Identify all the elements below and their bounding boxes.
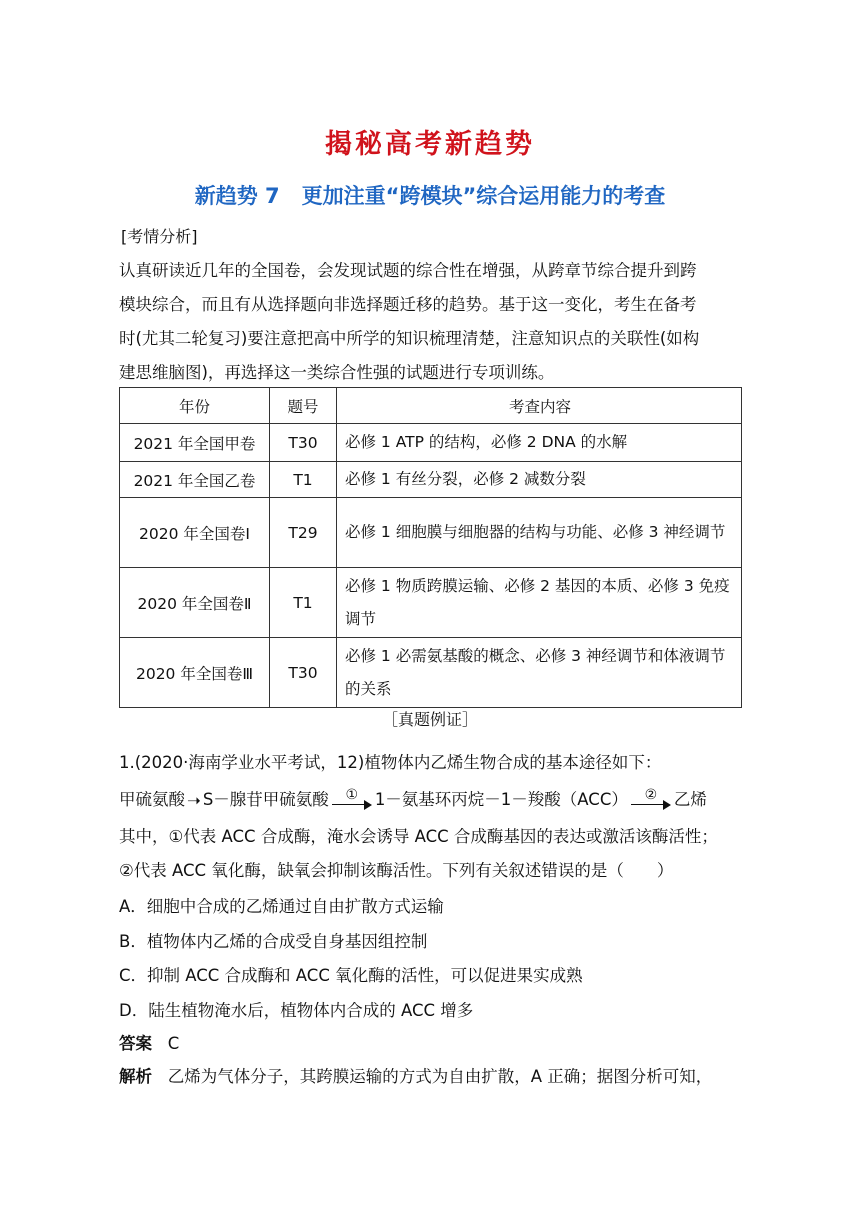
table-header-row <box>120 388 742 424</box>
cell-content: 必修 1 必需氨基酸的概念、必修 3 神经调节和体液调节的关系 <box>337 638 742 708</box>
cell-year: 2020 年全国卷Ⅲ <box>120 638 270 708</box>
trend-number: 新趋势 7 <box>194 184 280 208</box>
exam-table <box>119 387 742 708</box>
option-d: D．陆生植物淹水后，植物体内合成的 ACC 增多 <box>119 1001 474 1020</box>
intro-line: 建思维脑图)，再选择这一类综合性强的试题进行专项训练。 <box>119 363 555 382</box>
answer-label: 答案 <box>119 1034 152 1053</box>
cell-content: 必修 1 物质跨膜运输、必修 2 基因的本质、必修 3 免疫调节 <box>337 568 742 638</box>
cell-number: T29 <box>270 498 337 568</box>
pathway-step-sam: S－腺苷甲硫氨酸 <box>202 790 329 809</box>
arrow-icon <box>332 800 372 810</box>
trend-title <box>0 180 860 210</box>
synthesis-pathway <box>119 786 759 810</box>
table-row <box>120 638 742 708</box>
header-number: 题号 <box>270 388 337 424</box>
trend-heading: 更加注重“跨模块”综合运用能力的考查 <box>301 184 666 208</box>
intro-line: 模块综合，而且有从选择题向非选择题迁移的趋势。基于这一变化，考生在备考 <box>119 295 697 314</box>
table-row <box>120 424 742 462</box>
cell-year: 2020 年全国卷Ⅰ <box>120 498 270 568</box>
pathway-step-ethylene: 乙烯 <box>673 790 707 809</box>
cell-number: T30 <box>270 638 337 708</box>
intro-line: 认真研读近几年的全国卷，会发现试题的综合性在增强，从跨章节综合提升到跨 <box>119 261 697 280</box>
question-desc-line: ②代表 ACC 氧化酶，缺氧会抑制该酶活性。下列有关叙述错误的是（ ） <box>119 861 674 880</box>
option-a: A．细胞中合成的乙烯通过自由扩散方式运输 <box>119 897 444 916</box>
answer-value: C <box>167 1034 180 1053</box>
enzyme-1-label: ① <box>345 787 359 803</box>
page-title: 揭秘高考新趋势 <box>325 129 535 160</box>
analysis-label: 解析 <box>119 1067 152 1086</box>
arrow-icon: ➝ <box>187 791 201 810</box>
table-row <box>120 462 742 498</box>
enzyme-2-label: ② <box>644 787 658 803</box>
cell-year: 2020 年全国卷Ⅱ <box>120 568 270 638</box>
enzyme-arrow-2 <box>631 788 671 810</box>
table-row <box>120 498 742 568</box>
arrow-icon <box>631 800 671 810</box>
table-row <box>120 568 742 638</box>
option-b: B．植物体内乙烯的合成受自身基因组控制 <box>119 932 428 951</box>
real-exam-heading: ［真题例证］ <box>381 710 478 729</box>
analysis-text: 乙烯为气体分子，其跨膜运输的方式为自由扩散，A 正确；据图分析可知， <box>167 1067 713 1086</box>
intro-line: 时(尤其二轮复习)要注意把高中所学的知识梳理清楚，注意知识点的关联性(如构 <box>119 329 700 348</box>
cell-content: 必修 1 细胞膜与细胞器的结构与功能、必修 3 神经调节 <box>337 498 742 568</box>
header-content: 考查内容 <box>337 388 742 424</box>
option-c: C．抑制 ACC 合成酶和 ACC 氧化酶的活性，可以促进果实成熟 <box>119 966 583 985</box>
cell-year: 2021 年全国甲卷 <box>120 424 270 462</box>
exam-analysis-text <box>119 254 743 390</box>
answer-line <box>119 1030 759 1054</box>
cell-year: 2021 年全国乙卷 <box>120 462 270 498</box>
pathway-step-acc: 1－氨基环丙烷－1－羧酸（ACC） <box>374 790 628 809</box>
cell-content: 必修 1 有丝分裂，必修 2 减数分裂 <box>337 462 742 498</box>
exam-analysis-label: [考情分析] <box>121 227 198 246</box>
header-year: 年份 <box>120 388 270 424</box>
analysis-line <box>119 1063 759 1087</box>
question-intro: 1.(2020·海南学业水平考试，12)植物体内乙烯生物合成的基本途径如下： <box>119 753 662 772</box>
cell-number: T1 <box>270 462 337 498</box>
cell-content: 必修 1 ATP 的结构，必修 2 DNA 的水解 <box>337 424 742 462</box>
enzyme-arrow-1 <box>332 788 372 810</box>
pathway-step-methionine: 甲硫氨酸 <box>119 790 185 809</box>
question-desc-line: 其中，①代表 ACC 合成酶，淹水会诱导 ACC 合成酶基因的表达或激活该酶活性； <box>119 827 718 846</box>
cell-number: T1 <box>270 568 337 638</box>
cell-number: T30 <box>270 424 337 462</box>
